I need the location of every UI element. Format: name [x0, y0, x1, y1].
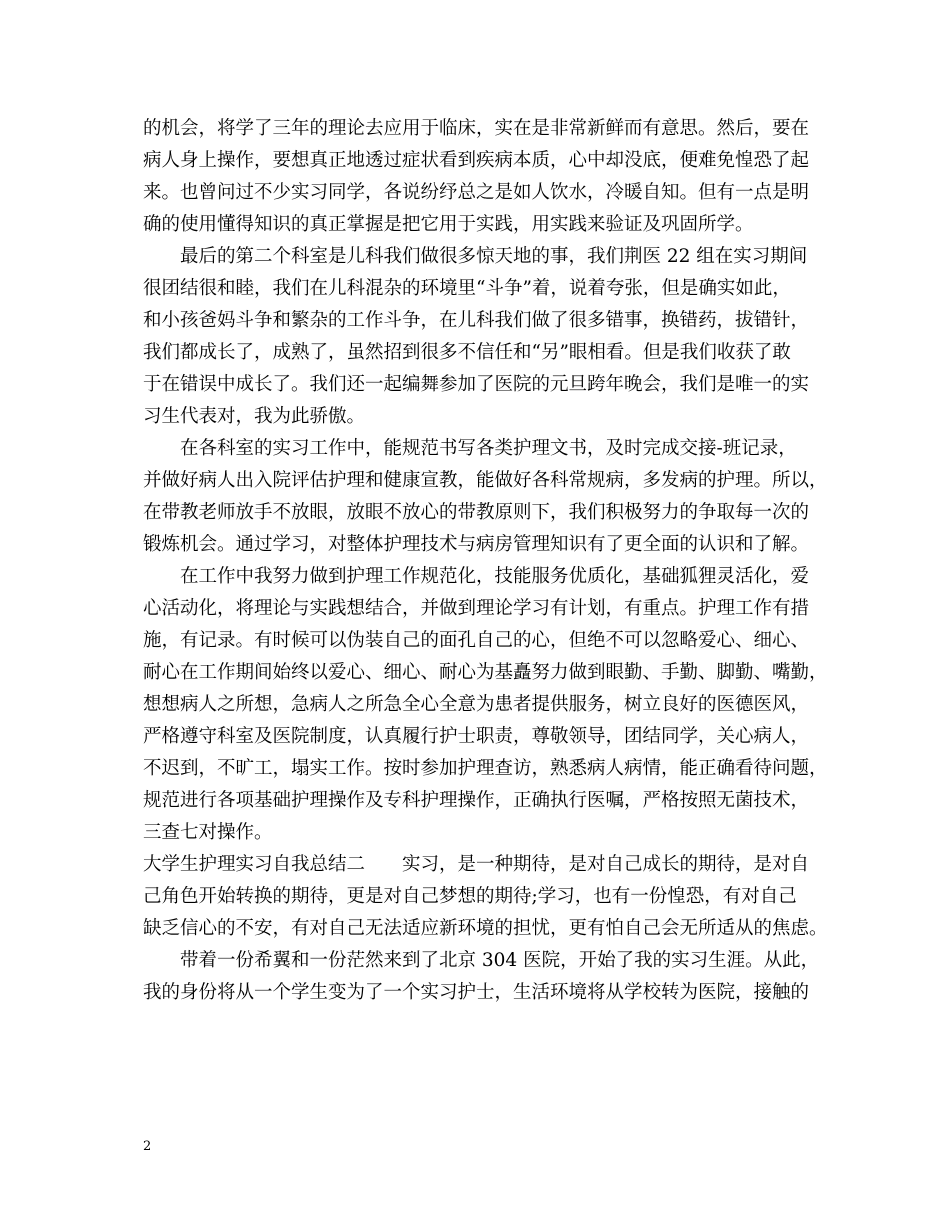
text-line: 确的使用懂得知识的真正掌握是把它用于实践，用实践来验证及巩固所学。	[143, 214, 754, 235]
text-line: 最后的第二个科室是儿科我们做很多惊天地的事，我们荆医 22 组在实习期间	[143, 246, 808, 267]
text-line: 带着一份希翼和一份茫然来到了北京 304 医院，开始了我的实习生涯。从此，	[143, 950, 820, 971]
text-line: 在各科室的实习工作中，能规范书写各类护理文书，及时完成交接-班记录，	[143, 438, 797, 459]
text-line: 不迟到，不旷工，塌实工作。按时参加护理查访，熟悉病人病情，能正确看待问题，	[143, 758, 828, 779]
body-text	[143, 113, 828, 1009]
text-line: 习生代表对，我为此骄傲。	[143, 406, 366, 427]
text-line: 来。也曾问过不少实习同学，各说纷纾总之是如人饮水，冷暖自知。但有一点是明	[143, 182, 810, 203]
text-line: 三查七对操作。	[143, 822, 273, 843]
text-line: 在带教老师放手不放眼，放眼不放心的带教原则下，我们积极努力的争取每一次的	[143, 502, 810, 523]
text-line: 和小孩爸妈斗争和繁杂的工作斗争，在儿科我们做了很多错事，换错药，拔错针，	[143, 310, 810, 331]
page-number: 2	[143, 1139, 152, 1154]
text-line: 施，有记录。有时候可以伪装自己的面孔自己的心，但绝不可以忽略爱心、细心、	[143, 630, 810, 651]
text-line: 己角色开始转换的期待，更是对自己梦想的期待;学习，也有一份惶恐，有对自己	[143, 886, 797, 907]
text-line: 耐心在工作期间始终以爱心、细心、耐心为基矗努力做到眼勤、手勤、脚勤、嘴勤，	[143, 662, 828, 683]
text-line: 规范进行各项基础护理操作及专科护理操作，正确执行医嘱，严格按照无菌技术，	[143, 790, 810, 811]
text-line: 我的身份将从一个学生变为了一个实习护士，生活环境将从学校转为医院，接触的	[143, 982, 810, 1003]
text-line: 并做好病人出入院评估护理和健康宣教，能做好各科常规病，多发病的护理。所以，	[143, 470, 828, 491]
text-line: 于在错误中成长了。我们还一起编舞参加了医院的元旦跨年晚会，我们是唯一的实	[143, 374, 810, 395]
text-line: 心活动化，将理论与实践想结合，并做到理论学习有计划，有重点。护理工作有措	[143, 598, 810, 619]
text-line: 在工作中我努力做到护理工作规范化，技能服务优质化，基础狐狸灵活化，爱	[143, 566, 810, 587]
text-line: 缺乏信心的不安，有对自己无法适应新环境的担忧，更有怕自己会无所适从的焦虑。	[143, 918, 828, 939]
text-line: 想想病人之所想，急病人之所急全心全意为患者提供服务，树立良好的医德医风，	[143, 694, 810, 715]
section-heading-line: 大学生护理实习自我总结二 实习，是一种期待，是对自己成长的期待，是对自	[143, 854, 810, 875]
text-line: 严格遵守科室及医院制度，认真履行护士职责，尊敬领导，团结同学，关心病人，	[143, 726, 810, 747]
text-line: 我们都成长了，成熟了，虽然招到很多不信任和“另”眼相看。但是我们收获了敢	[143, 342, 791, 363]
text-line: 很团结很和睦，我们在儿科混杂的环境里“斗争”着，说着夸张，但是确实如此，	[143, 278, 791, 299]
text-line: 的机会，将学了三年的理论去应用于临床，实在是非常新鲜而有意思。然后，要在	[143, 118, 810, 139]
text-line: 锻炼机会。通过学习，对整体护理技术与病房管理知识有了更全面的认识和了解。	[143, 534, 810, 555]
text-line: 病人身上操作，要想真正地透过症状看到疾病本质，心中却没底，便难免惶恐了起	[143, 150, 810, 171]
